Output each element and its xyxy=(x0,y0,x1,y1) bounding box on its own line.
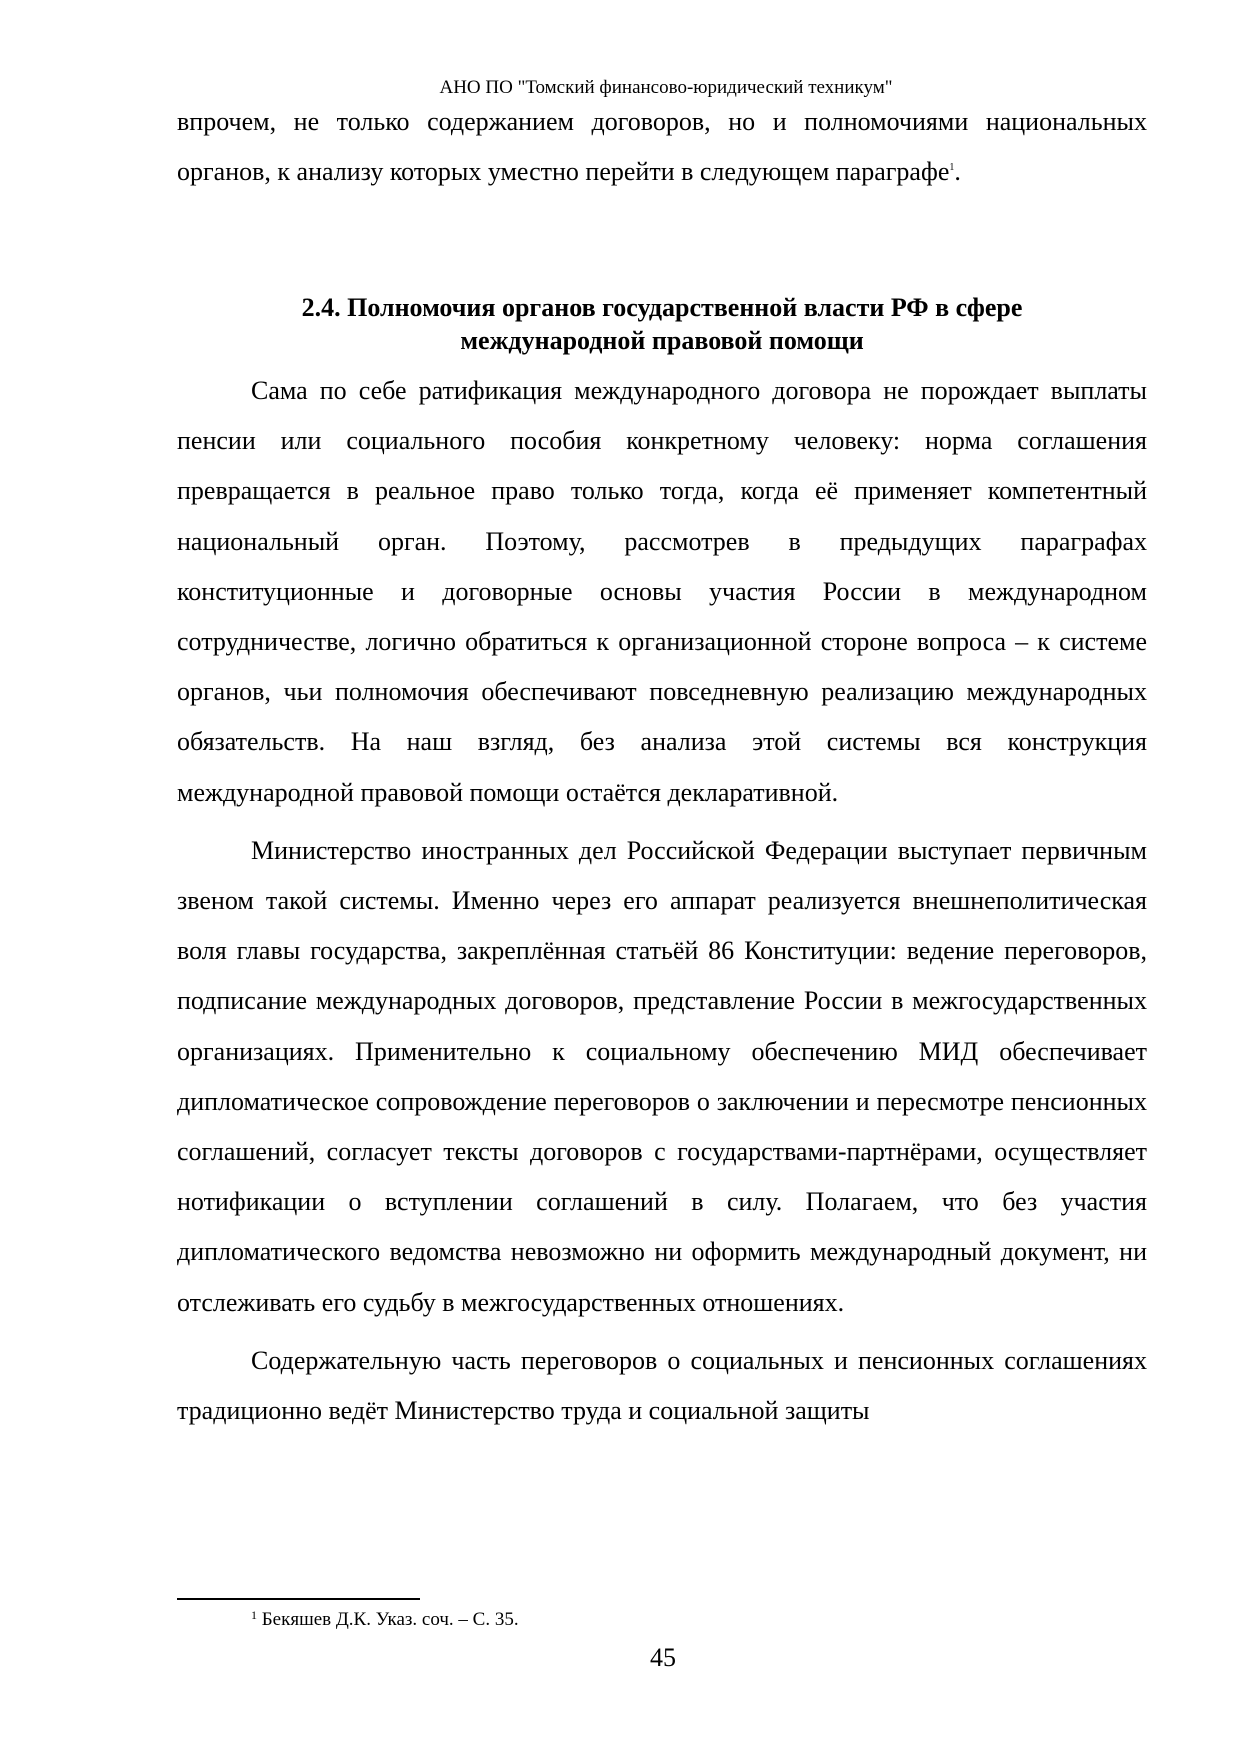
footnote-separator xyxy=(177,1598,420,1600)
continuation-text xyxy=(177,97,1147,197)
continuation-paragraph xyxy=(177,97,1147,197)
footnote xyxy=(251,1608,519,1632)
paragraph-3: Содержательную часть переговоров о социальных и пенсионных соглашениях традиционно ведёт Министерство труда и социальной защиты xyxy=(177,1345,1147,1426)
continuation-body: впрочем, не только содержанием договоров, но и полномочиями национальных органов, к анализу которых уместно перейти в следующем параграфе xyxy=(177,107,1147,187)
section-body xyxy=(177,366,1147,1436)
paragraph-gap xyxy=(177,818,1147,826)
paragraph-1: Сама по себе ратификация международного договора не порождает выплаты пенсии или социального пособия конкретному человеку: норма соглашения превращается в реальное право только тогда, когда её применяет компетентный национальный орган. Поэтому, рассмотрев в предыдущих параграфах конституционные и договорные основы участия России в международном сотрудничестве, логично обратиться к организационной стороне вопроса – к системе органов, чьи полномочия обеспечивают повседневную реализацию международных обязательств. На наш взгляд, без анализа этой системы вся конструкция международной правовой помощи остаётся декларативной. xyxy=(177,376,1147,807)
footnote-text: Бекяшев Д.К. Указ. соч. – С. 35. xyxy=(261,1609,519,1630)
section-heading-line-2: международной правовой помощи xyxy=(460,326,864,355)
section-heading xyxy=(177,291,1147,357)
section-heading-line-1: 2.4. Полномочия органов государственной власти РФ в сфере xyxy=(301,293,1023,322)
continuation-end: . xyxy=(954,157,961,187)
footnote-number: 1 xyxy=(251,1608,257,1622)
paragraph-2: Министерство иностранных дел Российской Федерации выступает первичным звеном такой системы. Именно через его аппарат реализуется внешнеполитическая воля главы государства, закреплённая статьёй 86 Конституции: ведение переговоров, подписание международных договоров, представление России в межгосударственных организациях. Применительно к социальному обеспечению МИД обеспечивает дипломатическое сопровождение переговоров о заключении и пересмотре пенсионных соглашений, согласует тексты договоров с государствами-партнёрами, осуществляет нотификации о вступлении соглашений в силу. Полагаем, что без участия дипломатического ведомства невозможно ни оформить международный документ, ни отслеживать его судьбу в межгосударственных отношениях. xyxy=(177,835,1147,1317)
paragraph-gap xyxy=(177,1328,1147,1336)
page-number: 45 xyxy=(650,1643,676,1672)
running-header: АНО ПО "Томский финансово-юридический техникум" xyxy=(439,77,893,98)
footnote-reference[interactable]: 1 xyxy=(949,162,955,174)
